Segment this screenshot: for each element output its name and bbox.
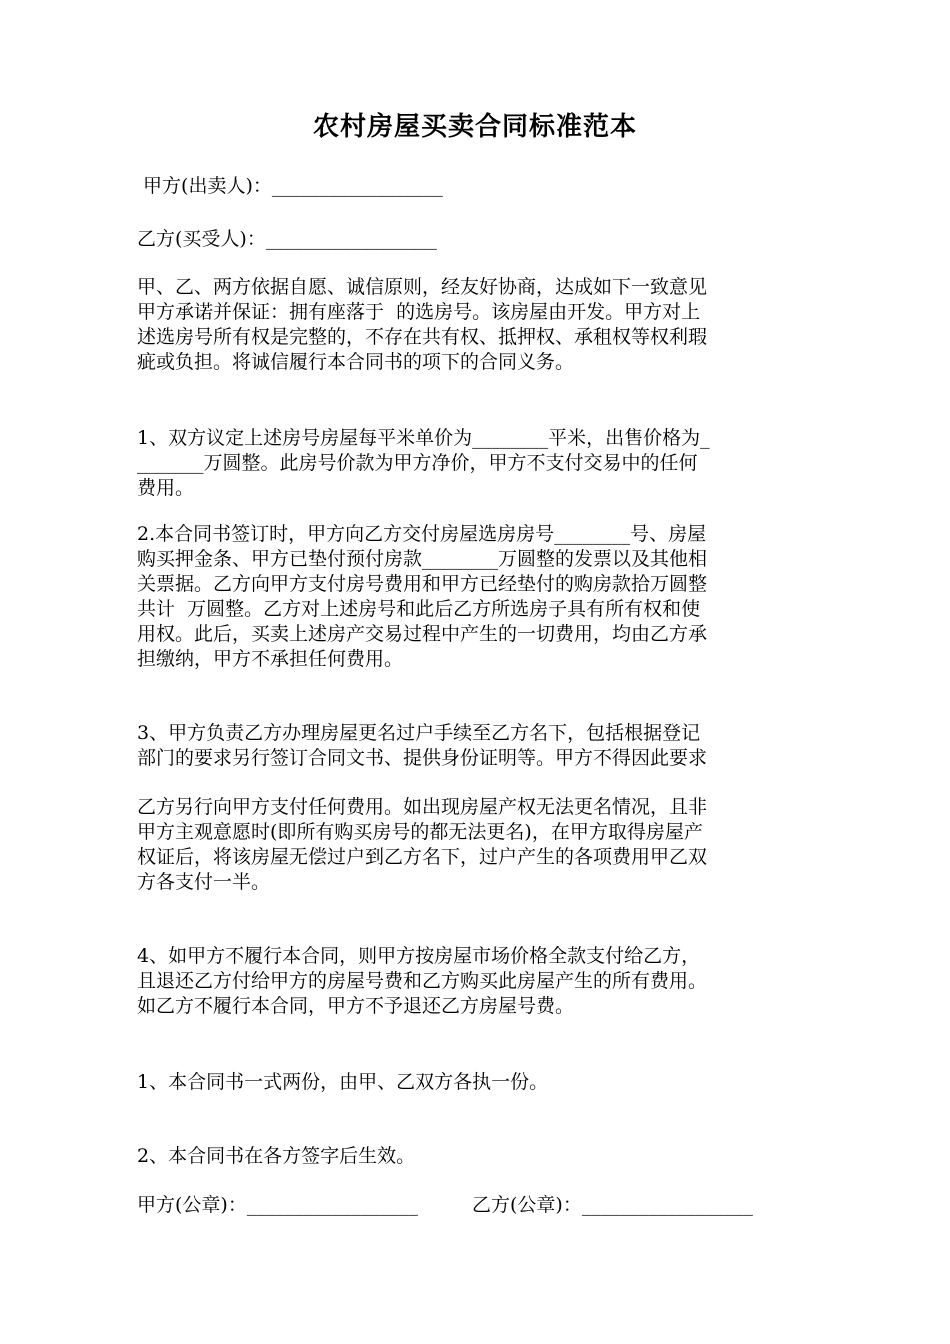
document-title: 农村房屋买卖合同标准范本: [312, 112, 637, 142]
text-line: 用权。此后，买卖上述房产交易过程中产生的一切费用，均由乙方承: [137, 623, 708, 645]
text-line: 2.本合同书签订时，甲方向乙方交付房屋选房房号________号、房屋: [137, 523, 707, 545]
text-line: 方各支付一半。: [137, 871, 271, 893]
text-line: 疵或负担。将诚信履行本合同书的项下的合同义务。: [137, 351, 575, 373]
party-b-seal: 乙方(公章)：__________________: [472, 1194, 753, 1216]
text-line: 费用。: [137, 477, 195, 499]
text-line: 甲、乙、两方依据自愿、诚信原则，经友好协商，达成如下一致意见: [137, 276, 708, 298]
text-line: 部门的要求另行签订合同文书、提供身份证明等。甲方不得因此要求: [137, 747, 708, 769]
party-b-line: 乙方(买受人)：__________________: [137, 228, 437, 250]
text-line: 如乙方不履行本合同，甲方不予退还乙方房屋号费。: [137, 995, 575, 1017]
text-line: 乙方另行向甲方支付任何费用。如出现房屋产权无法更名情况，且非: [137, 796, 708, 818]
text-line: 共计 万圆整。乙方对上述房号和此后乙方所选房子具有所有权和使: [137, 598, 701, 620]
text-line: 4、如甲方不履行本合同，则甲方按房屋市场价格全款支付给乙方，: [137, 945, 701, 967]
text-line: 1、双方议定上述房号房屋每平米单价为________平米，出售价格为_: [137, 427, 710, 449]
text-line: 权证后，将该房屋无偿过户到乙方名下，过户产生的各项费用甲乙双: [137, 846, 708, 868]
final-clause-2: 2、本合同书在各方签字后生效。: [137, 1145, 416, 1167]
text-line: 购买押金条、甲方已垫付预付房款________万圆整的发票以及其他相: [137, 548, 708, 570]
party-a-line: 甲方(出卖人)：__________________: [137, 175, 443, 197]
text-line: 甲方承诺并保证：拥有座落于 的选房号。该房屋由开发。甲方对上: [137, 301, 701, 323]
text-line: 3、甲方负责乙方办理房屋更名过户手续至乙方名下，包括根据登记: [137, 722, 701, 744]
text-line: 关票据。乙方向甲方支付房号费用和甲方已经垫付的购房款拾万圆整: [137, 573, 708, 595]
text-line: 甲方主观意愿时(即所有购买房号的都无法更名)，在甲方取得房屋产: [137, 821, 703, 843]
text-line: _______万圆整。此房号价款为甲方净价，甲方不支付交易中的任何: [137, 452, 698, 474]
party-a-seal: 甲方(公章)：__________________: [137, 1194, 418, 1216]
text-line: 述选房号所有权是完整的，不存在共有权、抵押权、承租权等权利瑕: [137, 326, 708, 348]
text-line: 担缴纳，甲方不承担任何费用。: [137, 648, 404, 670]
final-clause-1: 1、本合同书一式两份，由甲、乙双方各执一份。: [137, 1071, 549, 1093]
text-line: 且退还乙方付给甲方的房屋号费和乙方购买此房屋产生的所有费用。: [137, 970, 708, 992]
